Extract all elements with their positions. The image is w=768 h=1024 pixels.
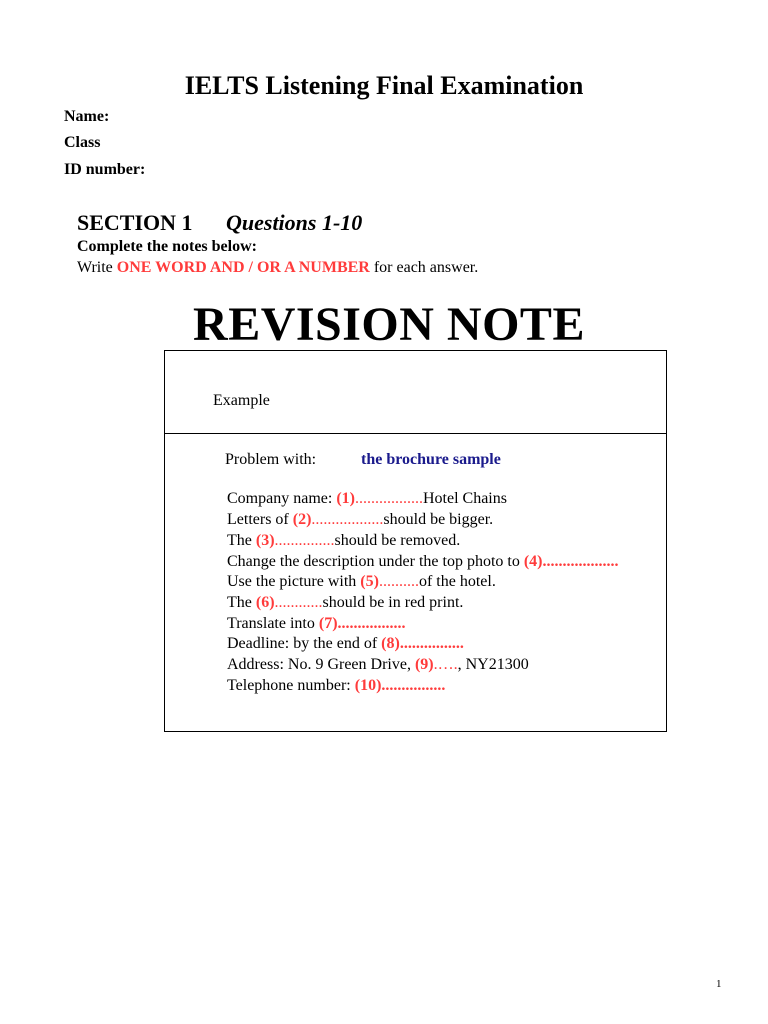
problem-label: Problem with: [225,451,317,468]
answer-blank: ................... [542,553,619,570]
instruction-suffix: for each answer. [373,259,479,276]
note-line [227,656,529,674]
question-number: (5) [360,573,379,590]
class-label: Class [64,134,101,151]
note-line [227,615,406,633]
note-text: should be removed. [334,532,461,549]
note-text: Change the description under the top photo to [227,553,524,570]
note-line [227,490,507,508]
question-number: (1) [336,490,355,507]
note-line [227,532,460,550]
note-line [227,553,618,571]
answer-blank: ................ [381,677,446,694]
instruction-highlight: ONE WORD AND / OR A NUMBER [116,259,374,276]
note-text: Company name: [227,490,337,507]
answer-blank: .................. [311,511,384,528]
question-number: (10) [354,677,382,694]
answer-blank: .......... [378,573,419,590]
question-number: (2) [292,511,312,528]
note-line [227,677,445,695]
answer-blank: ............ [274,594,323,611]
note-text: Telephone number: [227,677,355,694]
section-label: SECTION 1 [77,210,193,235]
answer-blank: ............... [274,532,335,549]
note-text: should be bigger. [383,511,494,528]
note-line [227,594,463,612]
note-line [227,573,496,591]
name-label: Name: [64,108,110,125]
note-text: The [227,532,256,549]
note-text: Letters of [227,511,293,528]
note-text: Use the picture with [227,573,361,590]
instruction-prefix: Write [77,259,117,276]
note-text: The [227,594,256,611]
note-text: of the hotel. [418,573,496,590]
note-text: Hotel Chains [422,490,507,507]
answer-blank: ................ [399,635,464,652]
revision-note-heading: REVISION NOTE [193,298,585,351]
question-number: (4) [523,553,543,570]
question-number: (8) [381,635,400,652]
question-number: (7) [318,615,338,632]
note-text: Deadline: by the end of [227,635,382,652]
document-title: IELTS Listening Final Examination [184,71,584,100]
box-divider [165,433,666,434]
instruction-answer-limit [77,259,478,277]
question-number: (6) [255,594,275,611]
question-number: (9) [414,656,434,673]
answer-blank: .…. [433,656,458,673]
question-number: (3) [255,532,275,549]
instruction-complete-notes: Complete the notes below: [77,238,257,255]
section-questions: Questions 1-10 [226,210,363,235]
answer-blank: ................. [354,490,423,507]
note-line [227,511,493,529]
note-text: should be in red print. [322,594,464,611]
page-number: 1 [716,978,722,990]
problem-value: the brochure sample [361,451,501,468]
note-text: Address: No. 9 Green Drive, [227,656,415,673]
example-label: Example [213,392,270,409]
note-line [227,635,464,653]
note-text: , NY21300 [457,656,529,673]
id-number-label: ID number: [64,161,146,178]
note-text: Translate into [227,615,319,632]
answer-blank: ................. [337,615,406,632]
